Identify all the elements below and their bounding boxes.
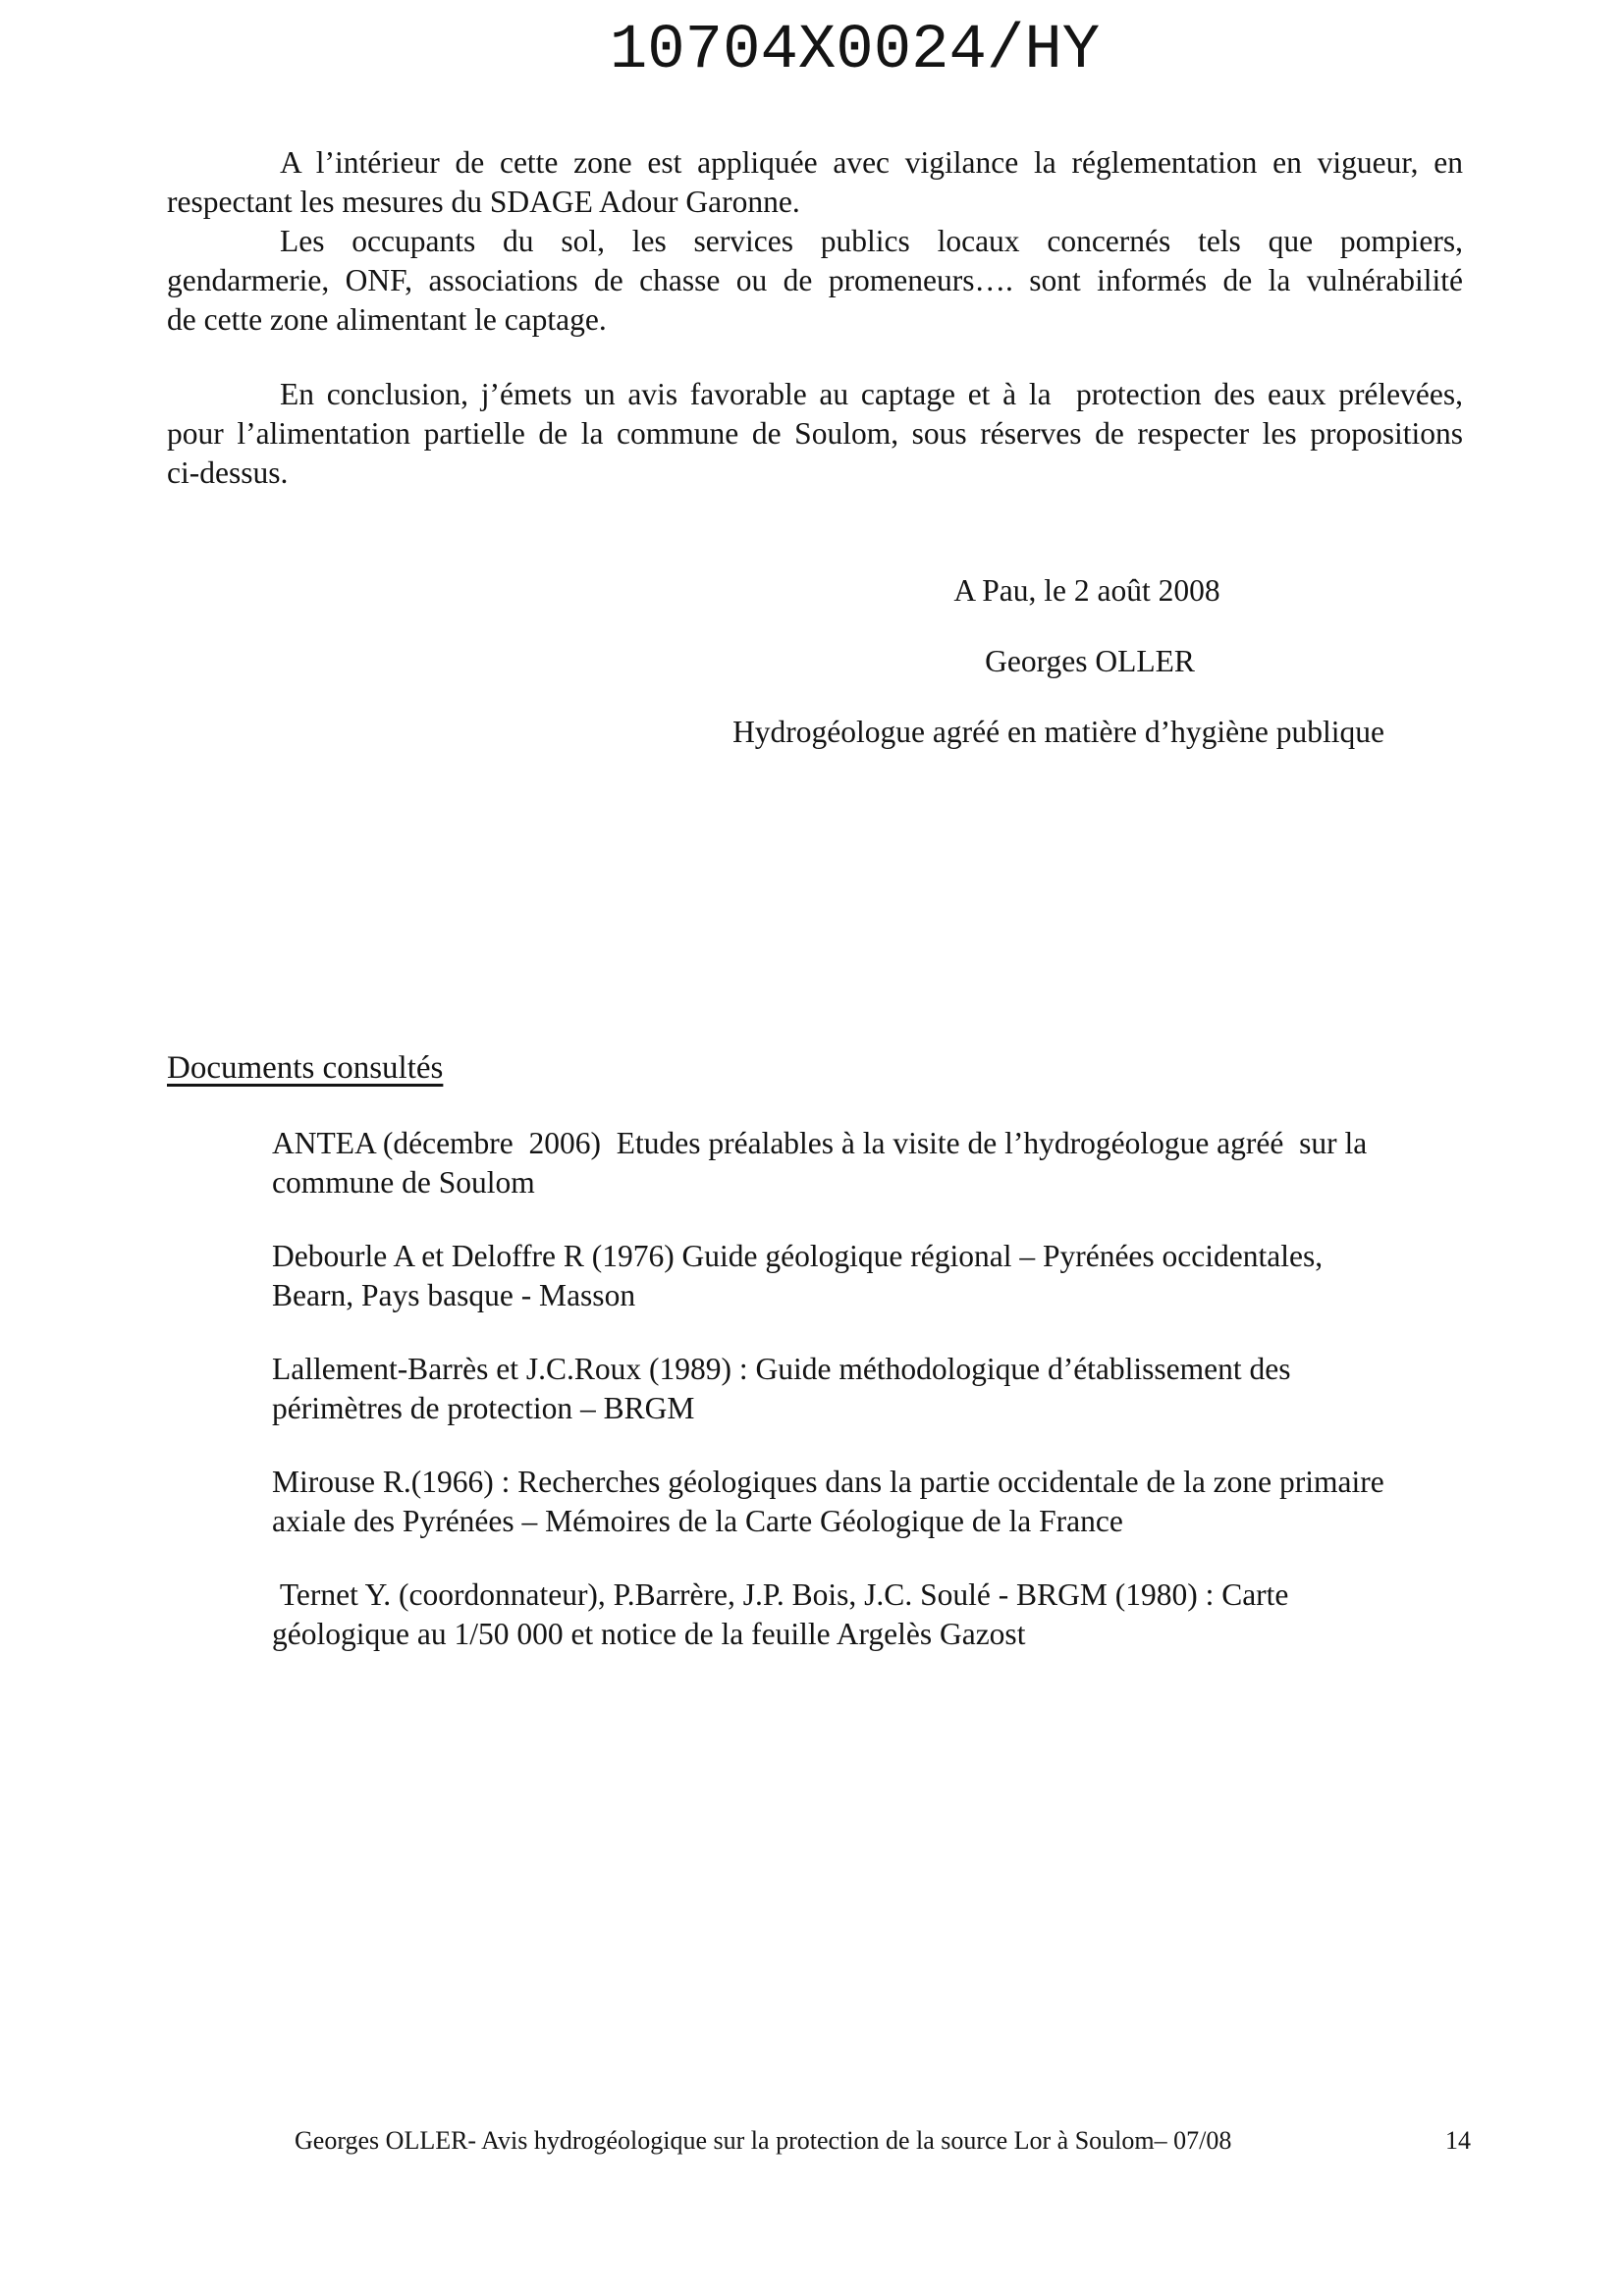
reference-lallement-barres (272, 1350, 1514, 1428)
reference-antea (272, 1124, 1514, 1202)
paragraph-occupants (167, 222, 1463, 340)
reference-debourle-deloffre (272, 1237, 1514, 1315)
text-line: périmètres de protection – BRGM (272, 1391, 695, 1425)
footer-page-number: 14 (1445, 2126, 1471, 2155)
text-line: ci-dessus. (167, 455, 289, 490)
document-reference-code: 10704X0024/HY (609, 16, 1101, 86)
text-line: commune de Soulom (272, 1165, 535, 1200)
reference-mirouse (272, 1463, 1514, 1541)
text-line: Mirouse R.(1966) : Recherches géologiques dans la partie occidentale de la zone primaire (272, 1465, 1384, 1499)
footer-running-title: Georges OLLER- Avis hydrogéologique sur la protection de la source Lor à Soulom– 07/08 (295, 2126, 1232, 2155)
text-line: ANTEA (décembre 2006) Etudes préalables à la visite de l’hydrogéologue agréé sur la (272, 1126, 1368, 1160)
text-line: de cette zone alimentant le captage. (167, 302, 607, 337)
signatory-title: Hydrogéologue agréé en matière d’hygiène publique (732, 715, 1384, 749)
references-list (272, 1124, 1514, 1688)
signatory-name: Georges OLLER (985, 644, 1195, 678)
text-line: Ternet Y. (coordonnateur), P.Barrère, J.P. Bois, J.C. Soulé - BRGM (1980) : Carte (272, 1577, 1289, 1612)
text-line: gendarmerie, ONF, associations de chasse ou de promeneurs…. sont informés de la vulnérabilité (167, 263, 1463, 297)
paragraph-regulation (167, 143, 1463, 222)
documents-consulted-heading: Documents consultés (167, 1050, 444, 1086)
text-line: Les occupants du sol, les services publics locaux concernés tels que pompiers, (280, 224, 1463, 258)
reference-ternet (272, 1575, 1514, 1654)
paragraph-conclusion (167, 375, 1463, 493)
text-line: En conclusion, j’émets un avis favorable au captage et à la protection des eaux prélevées, (280, 377, 1463, 411)
body-text (167, 143, 1463, 493)
text-line: Lallement-Barrès et J.C.Roux (1989) : Guide méthodologique d’établissement des (272, 1352, 1291, 1386)
text-line: Debourle A et Deloffre R (1976) Guide géologique régional – Pyrénées occidentales, (272, 1239, 1324, 1273)
signature-place-date: A Pau, le 2 août 2008 (953, 573, 1220, 608)
text-line: A l’intérieur de cette zone est appliquée avec vigilance la réglementation en vigueur, en (280, 145, 1463, 180)
text-line: géologique au 1/50 000 et notice de la feuille Argelès Gazost (272, 1617, 1026, 1651)
text-line: Bearn, Pays basque - Masson (272, 1278, 636, 1312)
text-line: respectant les mesures du SDAGE Adour Garonne. (167, 185, 800, 219)
text-line: axiale des Pyrénées – Mémoires de la Carte Géologique de la France (272, 1504, 1123, 1538)
text-line: pour l’alimentation partielle de la commune de Soulom, sous réserves de respecter les propositions (167, 416, 1463, 451)
